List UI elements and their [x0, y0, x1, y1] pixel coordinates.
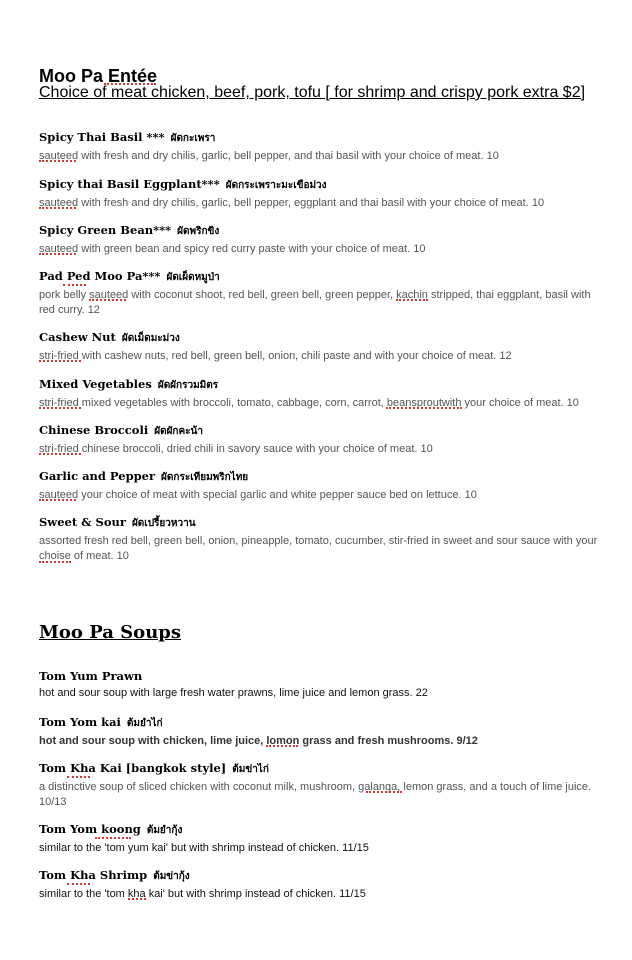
spellcheck-underline	[266, 742, 298, 747]
menu-item-thai-name: ต้มข่าไก่	[232, 764, 269, 775]
spellcheck-underline	[128, 895, 146, 900]
spellcheck-underline	[89, 296, 126, 301]
menu-item-description: stri-fried mixed vegetables with broccoli, tomato, cabbage, corn, carrot, beansproutwith your choice of meat. 10	[39, 397, 579, 409]
menu-item	[39, 223, 609, 257]
spellcheck-underline	[39, 450, 81, 455]
menu-item-thai-name: ผัดเม็ดมะม่วง	[121, 333, 180, 344]
entree-subtitle: Choice of meat chicken, beef, pork, tofu [ for shrimp and crispy pork extra $2]	[39, 84, 586, 101]
menu-item	[39, 377, 609, 411]
menu-item-name: Garlic and Pepper ผัดกระเทียมพริกไทย	[39, 469, 249, 483]
menu-item-name: Tom Yum Prawn	[39, 669, 143, 683]
menu-item	[39, 822, 609, 856]
menu-item-description: sauteed with fresh and dry chilis, garlic, bell pepper, eggplant and thai basil with your choice of meat. 10	[39, 197, 545, 209]
menu-item-name: Mixed Vegetables ผัดผักรวมมิตร	[39, 377, 219, 391]
menu-item-description: sauteed your choice of meat with special garlic and white pepper sauce bed on lettuce. 10	[39, 489, 477, 501]
spellcheck-underline	[39, 250, 76, 255]
spellcheck-underline	[39, 357, 81, 362]
menu-item-thai-name: ผัดผักรวมมิตร	[157, 380, 219, 391]
menu-item	[39, 515, 609, 564]
spellcheck-underline	[39, 558, 71, 563]
spellcheck-underline	[63, 281, 86, 286]
menu-item-thai-name: ต้มยำไก่	[126, 718, 163, 729]
spellcheck-underline	[67, 880, 90, 885]
menu-item-description: similar to the 'tom yum kai' but with shrimp instead of chicken. 11/15	[39, 842, 369, 854]
menu-item-description: sauteed with green bean and spicy red curry paste with your choice of meat. 10	[39, 243, 426, 255]
menu-item-description: sauteed with fresh and dry chilis, garlic, bell pepper, and thai basil with your choice of meat. 10	[39, 150, 499, 162]
spellcheck-underline	[396, 296, 428, 301]
menu-item-name: Tom Yom kai ต้มยำไก่	[39, 715, 163, 729]
spellcheck-underline	[95, 834, 131, 839]
menu-item	[39, 177, 609, 211]
menu-item	[39, 868, 609, 902]
spellcheck-underline	[366, 788, 402, 793]
menu-item-thai-name: ต้มยำกุ้ง	[146, 825, 183, 836]
menu-item-name: Spicy Green Bean*** ผัดพริกขิง	[39, 223, 220, 237]
menu-item-description: hot and sour soup with large fresh water prawns, lime juice and lemon grass. 22	[39, 687, 428, 699]
menu-item-thai-name: ผัดเปรี้ยวหวาน	[131, 518, 196, 529]
menu-item-name: Chinese Broccoli ผัดผักคะน้า	[39, 423, 203, 437]
menu-item-name: Tom Kha Shrimp ต้มข่ากุ้ง	[39, 868, 190, 882]
menu-item-description: hot and sour soup with chicken, lime juice, lomon grass and fresh mushrooms. 9/12	[39, 735, 478, 747]
menu-item-description: similar to the 'tom kha kai' but with shrimp instead of chicken. 11/15	[39, 888, 366, 900]
spellcheck-underline	[67, 773, 90, 778]
spellcheck-underline	[39, 404, 81, 409]
spellcheck-underline	[39, 496, 76, 501]
menu-item-thai-name: ต้มข่ากุ้ง	[153, 871, 190, 882]
menu-item-description: a distinctive soup of sliced chicken with coconut milk, mushroom, galanga, lemon grass, and a touch of lime juice. 10/13	[39, 781, 592, 808]
menu-item-name: Spicy thai Basil Eggplant*** ผัดกระเพราะมะเขือม่วง	[39, 177, 327, 191]
menu-item-description: stri-fried chinese broccoli, dried chili in savory sauce with your choice of meat. 10	[39, 443, 433, 455]
menu-item-description: assorted fresh red bell, green bell, onion, pineapple, tomato, cucumber, stir-fried in sweet and sour sauce with your choise of meat. 10	[39, 535, 598, 562]
menu-item-name: Tom Yom koong ต้มยำกุ้ง	[39, 822, 183, 836]
spellcheck-underline	[386, 404, 462, 409]
menu-item-name: Tom Kha Kai [bangkok style] ต้มข่าไก่	[39, 761, 269, 775]
menu-item	[39, 469, 609, 503]
menu-item-description: pork belly sauteed with coconut shoot, red bell, green bell, green pepper, kachin stripped, thai eggplant, basil with red curry. 12	[39, 289, 591, 316]
spellcheck-underline	[39, 204, 76, 209]
entree-section-title: Moo Pa Entée	[39, 66, 158, 86]
menu-item	[39, 761, 609, 810]
menu-item-name: Pad Ped Moo Pa*** ผัดเผ็ดหมูป่า	[39, 269, 220, 283]
menu-item-name: Cashew Nut ผัดเม็ดมะม่วง	[39, 330, 180, 344]
spellcheck-underline	[39, 157, 76, 162]
menu-item	[39, 423, 609, 457]
menu-item	[39, 269, 609, 318]
menu-item-thai-name: ผัดกะเพรา	[170, 133, 216, 144]
menu-item	[39, 715, 609, 749]
menu-item-thai-name: ผัดเผ็ดหมูป่า	[166, 272, 220, 283]
menu-item-thai-name: ผัดผักคะน้า	[154, 426, 203, 437]
menu-item-thai-name: ผัดกระเพราะมะเขือม่วง	[225, 180, 327, 191]
menu-item-thai-name: ผัดพริกขิง	[177, 226, 220, 237]
menu-item-description: stri-fried with cashew nuts, red bell, green bell, onion, chili paste and with your choice of meat. 12	[39, 350, 512, 362]
menu-item-name: Spicy Thai Basil *** ผัดกะเพรา	[39, 130, 216, 144]
menu-item	[39, 669, 609, 701]
menu-item-name: Sweet & Sour ผัดเปรี้ยวหวาน	[39, 515, 196, 529]
menu-item	[39, 130, 609, 164]
soups-section-title: Moo Pa Soups	[39, 622, 181, 643]
menu-item-thai-name: ผัดกระเทียมพริกไทย	[161, 472, 249, 483]
menu-item	[39, 330, 609, 364]
